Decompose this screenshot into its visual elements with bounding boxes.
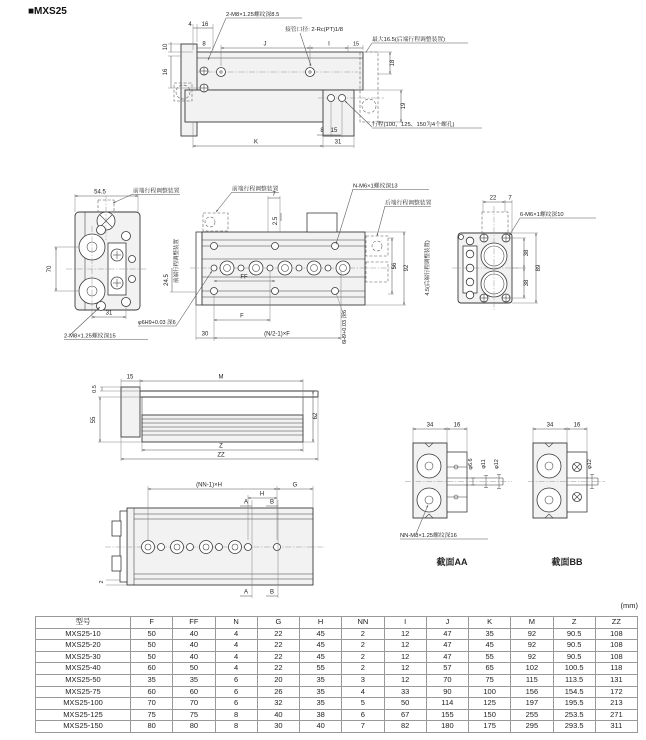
dim-16b: 16 bbox=[163, 68, 169, 76]
value-cell: 70 bbox=[131, 698, 173, 710]
value-cell: 293.5 bbox=[553, 721, 595, 733]
dim-ZZ: ZZ bbox=[217, 452, 225, 459]
value-cell: 22 bbox=[257, 628, 299, 640]
value-cell: 65 bbox=[469, 663, 511, 675]
value-cell: 115 bbox=[511, 674, 553, 686]
value-cell: 8 bbox=[215, 709, 257, 721]
value-cell: 2 bbox=[342, 651, 384, 663]
dim-19: 19 bbox=[401, 102, 407, 110]
value-cell: 12 bbox=[384, 640, 426, 652]
value-cell: 47 bbox=[426, 628, 468, 640]
value-cell: 33 bbox=[384, 686, 426, 698]
value-cell: 45 bbox=[300, 651, 342, 663]
dim-16-bb: 16 bbox=[573, 422, 581, 429]
value-cell: 175 bbox=[469, 721, 511, 733]
dim-7-plan: 7 bbox=[272, 191, 276, 198]
top-side-view bbox=[163, 10, 482, 148]
model-cell: MXS25-20 bbox=[36, 640, 131, 652]
value-cell: 172 bbox=[595, 686, 637, 698]
value-cell: 90 bbox=[426, 686, 468, 698]
label-pin-hole: φ6H9+0.03 深6 bbox=[138, 320, 176, 326]
label-thread-top: 2-M8×1.25螺纹深8.5 bbox=[226, 12, 280, 18]
value-cell: 150 bbox=[469, 709, 511, 721]
table-row bbox=[36, 674, 638, 686]
value-cell: 118 bbox=[595, 663, 637, 675]
front-end-view bbox=[47, 187, 180, 340]
value-cell: 92 bbox=[511, 640, 553, 652]
value-cell: 45 bbox=[469, 640, 511, 652]
dim-A-bottom: A bbox=[243, 589, 249, 596]
label-front-adjuster-plan: 前端行程调整装置 bbox=[232, 186, 279, 193]
dim-B-bottom: B bbox=[269, 589, 275, 596]
dim-FF: FF bbox=[240, 274, 248, 281]
dim-7-right: 7 bbox=[508, 195, 512, 202]
value-cell: 35 bbox=[131, 674, 173, 686]
bottom-view bbox=[99, 483, 325, 599]
value-cell: 4 bbox=[342, 686, 384, 698]
value-cell: 80 bbox=[173, 721, 215, 733]
dim-M: M bbox=[218, 374, 224, 381]
value-cell: 4 bbox=[215, 628, 257, 640]
value-cell: 26 bbox=[257, 686, 299, 698]
dim-formula-plan: (N/2-1)×F bbox=[264, 331, 290, 338]
dim-0.5: 0.5 bbox=[92, 385, 98, 393]
label-front-adjuster-side: 前端行程调整装置 bbox=[174, 238, 180, 284]
spec-table bbox=[35, 616, 638, 733]
dim-8: 8 bbox=[202, 41, 206, 48]
value-cell: 50 bbox=[384, 698, 426, 710]
model-cell: MXS25-75 bbox=[36, 686, 131, 698]
label-max-adjuster: 最大16.5(后端行程调整装置) bbox=[372, 37, 446, 43]
value-cell: 57 bbox=[426, 663, 468, 675]
spec-table-body bbox=[36, 628, 638, 732]
column-header: J bbox=[426, 617, 468, 629]
value-cell: 38 bbox=[300, 709, 342, 721]
section-bb-view bbox=[528, 423, 605, 568]
dim-56: 56 bbox=[392, 262, 398, 270]
value-cell: 180 bbox=[426, 721, 468, 733]
plan-view bbox=[138, 182, 432, 345]
dim-16-aa: 16 bbox=[453, 422, 461, 429]
value-cell: 125 bbox=[469, 698, 511, 710]
value-cell: 75 bbox=[173, 709, 215, 721]
dim-15: 15 bbox=[352, 41, 360, 48]
dim-phi11: φ11 bbox=[481, 459, 487, 469]
value-cell: 108 bbox=[595, 640, 637, 652]
value-cell: 155 bbox=[426, 709, 468, 721]
value-cell: 4 bbox=[215, 640, 257, 652]
value-cell: 40 bbox=[300, 721, 342, 733]
value-cell: 12 bbox=[384, 663, 426, 675]
value-cell: 2 bbox=[342, 640, 384, 652]
label-stroke-note: 行程(100、125、150为4个螺孔) bbox=[372, 122, 455, 128]
value-cell: 12 bbox=[384, 628, 426, 640]
dim-G: G bbox=[292, 482, 298, 489]
dim-K: K bbox=[253, 139, 259, 146]
dim-24.5: 24.5 bbox=[164, 274, 170, 286]
value-cell: 32 bbox=[257, 698, 299, 710]
value-cell: 197 bbox=[511, 698, 553, 710]
value-cell: 55 bbox=[469, 651, 511, 663]
column-header: FF bbox=[173, 617, 215, 629]
dim-22: 22 bbox=[489, 195, 497, 202]
value-cell: 311 bbox=[595, 721, 637, 733]
value-cell: 47 bbox=[426, 640, 468, 652]
column-header: 型号 bbox=[36, 617, 131, 629]
column-header: I bbox=[384, 617, 426, 629]
model-cell: MXS25-30 bbox=[36, 651, 131, 663]
value-cell: 80 bbox=[131, 721, 173, 733]
dim-Z: Z bbox=[219, 443, 223, 450]
model-cell: MXS25-150 bbox=[36, 721, 131, 733]
label-front-adjuster: 前端行程调整装置 bbox=[133, 188, 180, 195]
value-cell: 295 bbox=[511, 721, 553, 733]
value-cell: 75 bbox=[131, 709, 173, 721]
dim-phi6.6: φ6.6 bbox=[468, 458, 474, 470]
table-row bbox=[36, 651, 638, 663]
value-cell: 108 bbox=[595, 651, 637, 663]
value-cell: 60 bbox=[173, 686, 215, 698]
dim-2: 2 bbox=[99, 580, 105, 584]
value-cell: 2 bbox=[342, 663, 384, 675]
value-cell: 67 bbox=[384, 709, 426, 721]
value-cell: 6 bbox=[215, 698, 257, 710]
dim-B-top: B bbox=[269, 499, 275, 506]
label-rear-adjuster: 后端行程调整装置 bbox=[385, 200, 432, 207]
value-cell: 35 bbox=[300, 674, 342, 686]
dim-31-front: 31 bbox=[105, 310, 113, 317]
value-cell: 82 bbox=[384, 721, 426, 733]
value-cell: 35 bbox=[300, 698, 342, 710]
value-cell: 5 bbox=[342, 698, 384, 710]
dim-55: 55 bbox=[91, 416, 97, 424]
value-cell: 6 bbox=[342, 709, 384, 721]
table-row bbox=[36, 640, 638, 652]
table-row bbox=[36, 721, 638, 733]
label-thread-front: 2-M8×1.25螺纹深15 bbox=[64, 333, 116, 340]
value-cell: 113.5 bbox=[553, 674, 595, 686]
label-thread-right: 6-M6×1螺纹深10 bbox=[520, 212, 564, 218]
value-cell: 47 bbox=[426, 651, 468, 663]
column-header: N bbox=[215, 617, 257, 629]
value-cell: 12 bbox=[384, 651, 426, 663]
value-cell: 100 bbox=[469, 686, 511, 698]
value-cell: 50 bbox=[173, 663, 215, 675]
model-cell: MXS25-100 bbox=[36, 698, 131, 710]
spec-table-head-row bbox=[36, 617, 638, 629]
value-cell: 100.5 bbox=[553, 663, 595, 675]
label-pin-hole-side: 6H9+0.03 深6 bbox=[342, 309, 348, 345]
column-header: ZZ bbox=[595, 617, 637, 629]
column-header: Z bbox=[553, 617, 595, 629]
value-cell: 90.5 bbox=[553, 628, 595, 640]
dim-A-top: A bbox=[243, 499, 249, 506]
dim-H: H bbox=[259, 491, 265, 498]
value-cell: 22 bbox=[257, 640, 299, 652]
dim-F: F bbox=[240, 313, 244, 320]
value-cell: 7 bbox=[342, 721, 384, 733]
value-cell: 154.5 bbox=[553, 686, 595, 698]
value-cell: 75 bbox=[469, 674, 511, 686]
column-header: M bbox=[511, 617, 553, 629]
value-cell: 8 bbox=[215, 721, 257, 733]
value-cell: 2 bbox=[342, 628, 384, 640]
value-cell: 30 bbox=[257, 721, 299, 733]
section-bb-caption: 截面BB bbox=[551, 557, 583, 567]
model-cell: MXS25-50 bbox=[36, 674, 131, 686]
unit-label: (mm) bbox=[620, 601, 638, 610]
dim-10: 10 bbox=[163, 43, 169, 51]
value-cell: 40 bbox=[173, 651, 215, 663]
column-header: G bbox=[257, 617, 299, 629]
value-cell: 22 bbox=[257, 663, 299, 675]
value-cell: 213 bbox=[595, 698, 637, 710]
label-port: 接管口径: 2-Rc(PT)1/8 bbox=[285, 27, 343, 33]
value-cell: 92 bbox=[511, 628, 553, 640]
value-cell: 114 bbox=[426, 698, 468, 710]
value-cell: 35 bbox=[173, 674, 215, 686]
label-thread-aa: NN-M8×1.25螺纹深16 bbox=[400, 533, 457, 539]
dim-16: 16 bbox=[201, 22, 209, 28]
table-row bbox=[36, 709, 638, 721]
table-row bbox=[36, 698, 638, 710]
table-row bbox=[36, 663, 638, 675]
dim-phi12-bb: φ12 bbox=[587, 459, 593, 469]
dim-phi12-aa: φ12 bbox=[494, 459, 500, 469]
dim-62: 62 bbox=[313, 412, 319, 420]
value-cell: 253.5 bbox=[553, 709, 595, 721]
section-aa-view bbox=[400, 423, 512, 568]
dim-34-aa: 34 bbox=[426, 422, 434, 429]
column-header: F bbox=[131, 617, 173, 629]
value-cell: 4 bbox=[215, 663, 257, 675]
value-cell: 271 bbox=[595, 709, 637, 721]
value-cell: 4 bbox=[215, 651, 257, 663]
table-row bbox=[36, 686, 638, 698]
table-row bbox=[36, 628, 638, 640]
page-title: ■MXS25 bbox=[28, 6, 67, 17]
label-rear-note: 4.5(后端行程调整装置) bbox=[425, 240, 431, 296]
dim-31: 31 bbox=[334, 139, 342, 146]
value-cell: 12 bbox=[384, 674, 426, 686]
value-cell: 131 bbox=[595, 674, 637, 686]
value-cell: 55 bbox=[300, 663, 342, 675]
dim-89: 89 bbox=[536, 264, 542, 272]
label-n-thread: N-M6×1螺纹深13 bbox=[353, 183, 398, 190]
dim-I: I bbox=[328, 41, 330, 48]
dim-formula-bottom: (NN-1)×H bbox=[196, 482, 222, 489]
value-cell: 195.5 bbox=[553, 698, 595, 710]
value-cell: 90.5 bbox=[553, 651, 595, 663]
dim-38b: 38 bbox=[524, 279, 530, 287]
value-cell: 60 bbox=[131, 686, 173, 698]
value-cell: 156 bbox=[511, 686, 553, 698]
model-cell: MXS25-125 bbox=[36, 709, 131, 721]
dim-18: 18 bbox=[390, 59, 396, 67]
value-cell: 45 bbox=[300, 640, 342, 652]
dim-92: 92 bbox=[404, 264, 410, 272]
value-cell: 108 bbox=[595, 628, 637, 640]
value-cell: 35 bbox=[300, 686, 342, 698]
profile-side-view bbox=[91, 375, 319, 462]
dim-54.5: 54.5 bbox=[94, 189, 106, 196]
dim-8b: 8 bbox=[320, 128, 324, 134]
dim-70: 70 bbox=[47, 265, 53, 273]
model-cell: MXS25-40 bbox=[36, 663, 131, 675]
value-cell: 35 bbox=[469, 628, 511, 640]
dim-15b: 15 bbox=[330, 128, 338, 134]
value-cell: 60 bbox=[131, 663, 173, 675]
value-cell: 20 bbox=[257, 674, 299, 686]
column-header: K bbox=[469, 617, 511, 629]
value-cell: 40 bbox=[173, 640, 215, 652]
dim-4: 4 bbox=[188, 22, 192, 28]
spec-table-container bbox=[35, 616, 638, 733]
section-aa-caption: 截面AA bbox=[436, 557, 468, 567]
value-cell: 102 bbox=[511, 663, 553, 675]
value-cell: 50 bbox=[131, 628, 173, 640]
dim-J: J bbox=[263, 41, 267, 48]
dim-2.5: 2.5 bbox=[273, 216, 279, 226]
value-cell: 6 bbox=[215, 674, 257, 686]
value-cell: 255 bbox=[511, 709, 553, 721]
value-cell: 50 bbox=[131, 651, 173, 663]
dim-38a: 38 bbox=[524, 249, 530, 257]
value-cell: 70 bbox=[173, 698, 215, 710]
value-cell: 40 bbox=[173, 628, 215, 640]
value-cell: 50 bbox=[131, 640, 173, 652]
model-cell: MXS25-10 bbox=[36, 628, 131, 640]
column-header: NN bbox=[342, 617, 384, 629]
value-cell: 70 bbox=[426, 674, 468, 686]
value-cell: 22 bbox=[257, 651, 299, 663]
right-end-view bbox=[452, 196, 596, 311]
dim-34-bb: 34 bbox=[546, 422, 554, 429]
value-cell: 3 bbox=[342, 674, 384, 686]
value-cell: 45 bbox=[300, 628, 342, 640]
dim-30: 30 bbox=[201, 331, 209, 338]
value-cell: 92 bbox=[511, 651, 553, 663]
column-header: H bbox=[300, 617, 342, 629]
value-cell: 6 bbox=[215, 686, 257, 698]
dim-15-profile: 15 bbox=[126, 374, 134, 381]
value-cell: 90.5 bbox=[553, 640, 595, 652]
value-cell: 40 bbox=[257, 709, 299, 721]
